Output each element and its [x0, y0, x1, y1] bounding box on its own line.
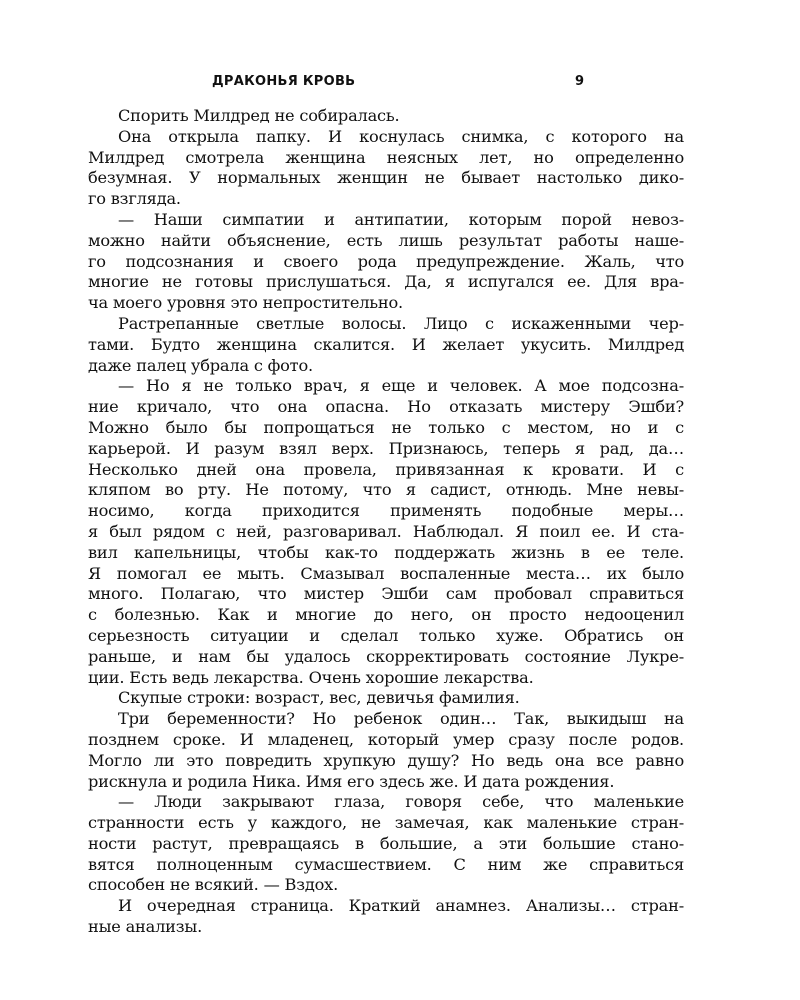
- body-text: [88, 106, 684, 938]
- text-line: Она открыла папку. И коснулась снимка, с которого на: [118, 126, 684, 146]
- text-line: рискнула и родила Ника. Имя его здесь же. И дата рождения.: [88, 771, 615, 791]
- text-line: Могло ли это повредить хрупкую душу? Но ведь она все равно: [88, 750, 684, 770]
- text-line: Несколько дней она провела, привязанная к кровати. И с: [88, 459, 684, 479]
- running-head: [88, 74, 684, 94]
- text-line: даже палец убрала с фото.: [88, 355, 313, 375]
- text-line: ные анализы.: [88, 917, 203, 937]
- text-line: — Наши симпатии и антипатии, которым порой невоз-: [118, 209, 684, 229]
- text-line: серьезность ситуации и сделал только хуже. Обратись он: [88, 625, 684, 645]
- paragraph: [88, 688, 684, 709]
- text-line: го взгляда.: [88, 189, 181, 209]
- text-line: кляпом во рту. Не потому, что я садист, отнюдь. Мне невы-: [88, 480, 684, 500]
- text-line: Можно было бы попрощаться не только с местом, но и с: [88, 417, 684, 437]
- text-line: карьерой. И разум взял верх. Признаюсь, теперь я рад, да…: [88, 438, 684, 458]
- text-line: — Но я не только врач, я еще и человек. А мое подсозна-: [118, 376, 684, 396]
- paragraph: [88, 896, 684, 938]
- text-line: способен не всякий. — Вздох.: [88, 875, 339, 895]
- paragraph: [88, 792, 684, 896]
- paragraph: [88, 210, 684, 314]
- text-line: носимо, когда приходится применять подобные меры…: [88, 501, 684, 521]
- text-line: Три беременности? Но ребенок один… Так, выкидыш на: [118, 709, 684, 729]
- text-line: го подсознания и своего рода предупреждение. Жаль, что: [88, 251, 684, 271]
- text-line: — Люди закрывают глаза, говоря себе, что маленькие: [118, 792, 684, 812]
- text-line: много. Полагаю, что мистер Эшби сам пробовал справиться: [88, 584, 684, 604]
- text-line: Растрепанные светлые волосы. Лицо с искаженными чер-: [118, 313, 684, 333]
- paragraph: [88, 106, 684, 127]
- paragraph: [88, 376, 684, 688]
- text-line: Милдред смотрела женщина неясных лет, но определенно: [88, 147, 684, 167]
- text-line: вятся полноценным сумасшествием. С ним же справиться: [88, 854, 684, 874]
- page-number: 9: [575, 74, 585, 89]
- text-line: я был рядом с ней, разговаривал. Наблюдал. Я поил ее. И ста-: [88, 521, 684, 541]
- text-line: многие не готовы прислушаться. Да, я испугался ее. Для вра-: [88, 272, 684, 292]
- text-line: Скупые строки: возраст, вес, девичья фамилия.: [118, 688, 520, 708]
- text-line: раньше, и нам бы удалось скорректировать состояние Лукре-: [88, 646, 684, 666]
- paragraph: [88, 314, 684, 376]
- text-line: с болезнью. Как и многие до него, он просто недооценил: [88, 605, 684, 625]
- text-line: ции. Есть ведь лекарства. Очень хорошие лекарства.: [88, 667, 534, 687]
- text-line: И очередная страница. Краткий анамнез. Анализы… стран-: [118, 896, 684, 916]
- text-line: ние кричало, что она опасна. Но отказать мистеру Эшби?: [88, 397, 684, 417]
- paragraph: [88, 127, 684, 210]
- text-line: можно найти объяснение, есть лишь результат работы наше-: [88, 230, 684, 250]
- paragraph: [88, 709, 684, 792]
- text-line: вил капельницы, чтобы как-то поддержать жизнь в ее теле.: [88, 542, 684, 562]
- running-title: ДРАКОНЬЯ КРОВЬ: [212, 74, 356, 89]
- text-line: Спорить Милдред не собиралась.: [118, 106, 400, 125]
- text-line: безумная. У нормальных женщин не бывает настолько дико-: [88, 168, 684, 188]
- text-line: Я помогал ее мыть. Смазывал воспаленные места… их было: [88, 563, 684, 583]
- text-line: ча моего уровня это непростительно.: [88, 293, 403, 313]
- text-line: тами. Будто женщина скалится. И желает укусить. Милдред: [88, 334, 684, 354]
- text-line: странности есть у каждого, не замечая, как маленькие стран-: [88, 813, 684, 833]
- text-line: ности растут, превращаясь в большие, а эти большие стано-: [88, 833, 684, 853]
- text-line: позднем сроке. И младенец, который умер сразу после родов.: [88, 729, 684, 749]
